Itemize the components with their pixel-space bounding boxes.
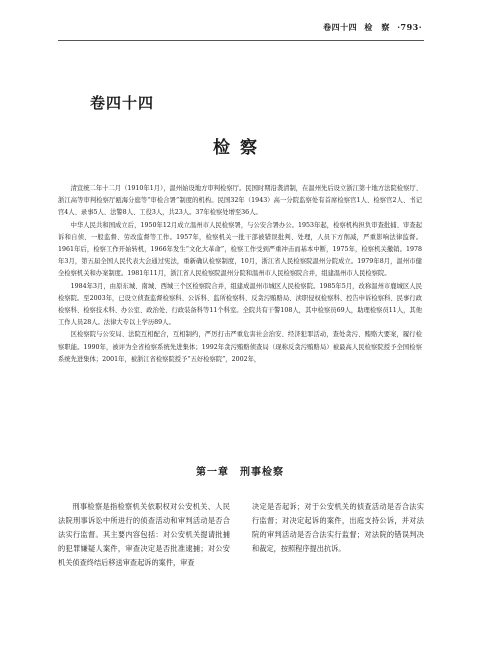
body-paragraph: 决定是否起诉；对于公安机关的侦查活动是否合法实行监督；对决定起诉的案件，出庭支持公诉，并对法院的审判活动是否合法实行监督；对法院的错误判决和裁定，按照程序提出抗诉。 — [252, 502, 424, 553]
body-column-left — [58, 500, 230, 570]
intro-paragraph: 区检察院与公安局、法院互相配合，互相制约，严厉打击严重危害社会治安、经济犯罪活动，查处贪污、贿赂大要案，履行检察职能。1990年，被评为全省检察系统先进集体；1992年贪污贿赂侦查局（现称反贪污贿赂局）被最高人民检察院授予全国检察系统先进集体；2001年，被浙江省检察院授予“五好检察院”，2002年， — [58, 331, 422, 363]
body-paragraph: 刑事检察是指检察机关依职权对公安机关、人民法院刑事诉讼中所进行的侦查活动和审判活动是否合法实行监督。其主要内容包括：对公安机关提请批捕的犯罪嫌疑人案件，审查决定是否批准逮捕；对公安机关侦查终结后移送审查起诉的案件，审查 — [58, 502, 230, 567]
header-rule — [58, 40, 424, 41]
chapter-title: 第一章 刑事检察 — [196, 467, 284, 478]
running-head-volume: 卷四十四 — [323, 22, 358, 32]
intro-paragraph: 中华人民共和国成立后，1950年12月成立温州市人民检察署，与公安合署办公。1953年起，检察机构担负审查批捕、审查起诉和自侦、一般监督、劳改监督等工作。1957年，检察机关一批干部被错误批判、处理，人员下方削减，严重影响法律监督。1961年后，检察工作开始转机，1966年发生“文化大革命”，检察工作受到严重冲击而基本中断，1975年，检察机关撤销。1978年3月，第五届全国人民代表大会通过宪法，重新确认检察制度，10月，浙江省人民检察院温州分院成立。1979年8月，温州市健全检察机关和办案制度。1981年11月，浙江省人民检察院温州分院和温州市人民检察院合并，组建温州市人民检察院。 — [58, 221, 422, 278]
section-title: 检察 — [213, 138, 267, 158]
page-header — [0, 0, 480, 44]
intro-paragraph: 1984年3月，由原东城、南城、西城三个区检察院合并，组建成温州市城区人民检察院。1985年5月，改称温州市鹿城区人民检察院。至2003年，已设立侦查监督检察科、公诉科、监所检察科、反贪污贿赂局、渎职侵权检察科、控告申诉检察科、民事行政检察科、检察技术科、办公室、政治处、行政装备科等11个科室。全院共有干警108人，其中检察员69人，助理检察员11人，其他工作人员28人。法律大专以上学历89人。 — [58, 282, 422, 327]
intro-paragraph: 清宣统二年十二月（1910年1月），温州始设地方审判检察厅。民国时期沿袭清制，在温州先后设立浙江第十地方法院检察厅、浙江高等审判检察厅瓯海分庭等“审检合署”制度的机构。民国32年（1943）高一分院监察处有首席检察官1人、检察官2人、书记官4人、录事5人、法警8人、工役3人，共23人。37年检察处增至36人。 — [58, 185, 422, 217]
running-head — [319, 22, 422, 33]
page-number: ·793· — [397, 22, 422, 32]
intro-text — [58, 183, 422, 366]
body-column-right — [252, 500, 424, 556]
volume-title: 卷四十四 — [90, 94, 155, 112]
running-head-section: 检 察 — [364, 22, 390, 32]
